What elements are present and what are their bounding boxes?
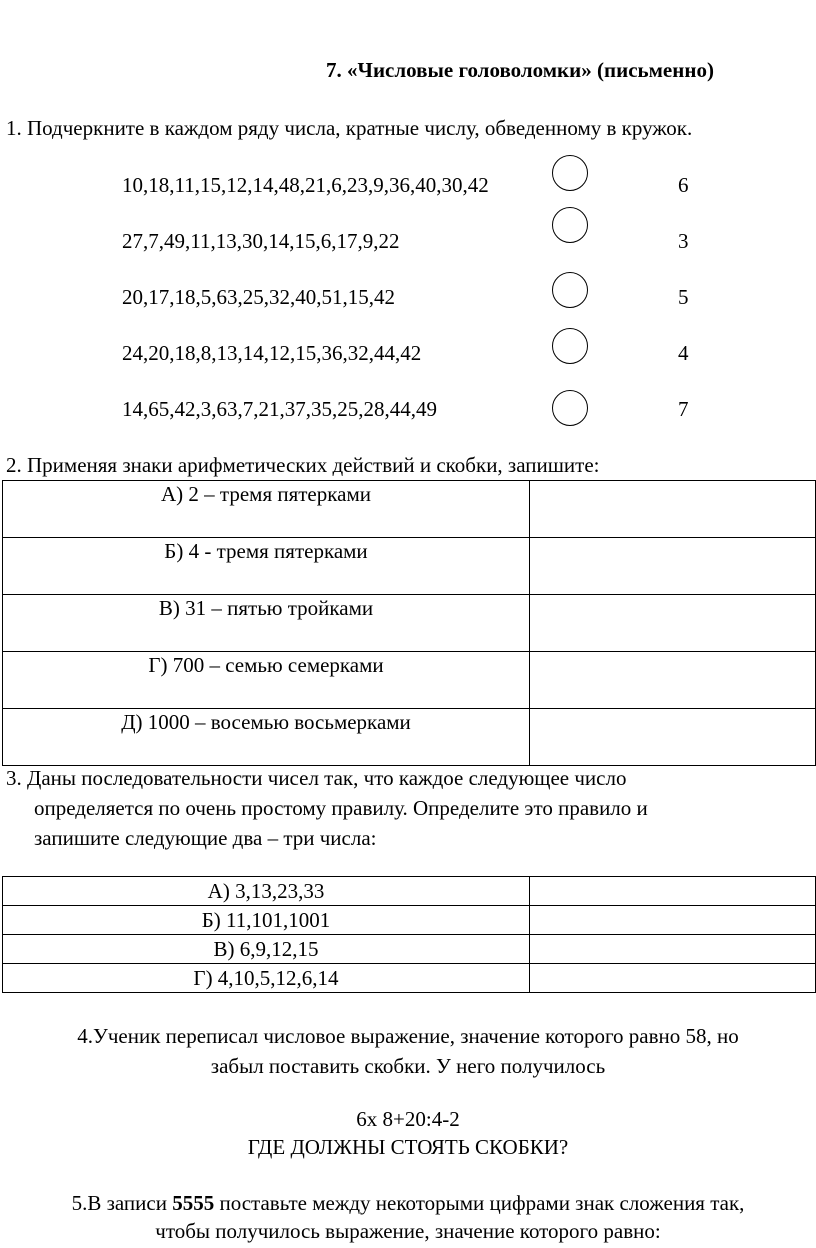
page-title: 7. «Числовые головоломки» (письменно)	[326, 58, 714, 82]
task3-item: Б) 11,101,1001	[3, 906, 530, 935]
sequence-row-4: 24,20,18,8,13,14,12,15,36,32,44,42	[122, 341, 422, 365]
circled-number-3: 5	[678, 285, 689, 309]
task4-expression: 6х 8+20:4-2	[356, 1107, 460, 1131]
circle-icon	[552, 272, 588, 308]
task2-table	[2, 480, 816, 766]
table-row	[3, 877, 816, 906]
task4-line-1: 4.Ученик переписал числовое выражение, значение которого равно 58, но	[77, 1024, 739, 1048]
circle-icon	[552, 390, 588, 426]
task5-line-2: чтобы получилось выражение, значение которого равно:	[155, 1219, 661, 1243]
table-row	[3, 652, 816, 709]
circle-icon	[552, 328, 588, 364]
task2-item: Г) 700 – семью семерками	[148, 653, 384, 677]
sequence-row-5: 14,65,42,3,63,7,21,37,35,25,28,44,49	[122, 397, 437, 421]
table-row	[3, 595, 816, 652]
circled-number-4: 4	[678, 341, 689, 365]
task4-question: ГДЕ ДОЛЖНЫ СТОЯТЬ СКОБКИ?	[247, 1135, 569, 1159]
answer-cell[interactable]	[530, 538, 816, 595]
task5-line-1-pre: 5.В записи	[71, 1191, 173, 1215]
answer-cell[interactable]	[530, 964, 816, 993]
table-row	[3, 481, 816, 538]
answer-cell[interactable]	[530, 709, 816, 766]
table-row	[3, 964, 816, 993]
answer-cell[interactable]	[530, 595, 816, 652]
answer-cell[interactable]	[530, 906, 816, 935]
task3-prompt-line-2: определяется по очень простому правилу. Определите это правило и	[34, 796, 648, 820]
task3-prompt-line-1: 3. Даны последовательности чисел так, что каждое следующее число	[6, 766, 627, 790]
sequence-row-3: 20,17,18,5,63,25,32,40,51,15,42	[122, 285, 395, 309]
task4-line-2: забыл поставить скобки. У него получилось	[210, 1054, 606, 1078]
table-row	[3, 906, 816, 935]
circle-icon	[552, 155, 588, 191]
table-row	[3, 538, 816, 595]
task3-prompt-line-3: запишите следующие два – три числа:	[34, 826, 377, 850]
table-row	[3, 935, 816, 964]
task3-item: В) 6,9,12,15	[3, 935, 530, 964]
sequence-row-2: 27,7,49,11,13,30,14,15,6,17,9,22	[122, 229, 400, 253]
task5-line-1	[0, 1191, 816, 1216]
task2-item: Б) 4 - тремя пятерками	[164, 539, 368, 563]
table-row	[3, 709, 816, 766]
task5-number: 5555	[172, 1191, 215, 1215]
answer-cell[interactable]	[530, 935, 816, 964]
answer-cell[interactable]	[530, 877, 816, 906]
circled-number-1: 6	[678, 173, 689, 197]
task3-item: Г) 4,10,5,12,6,14	[3, 964, 530, 993]
answer-cell[interactable]	[530, 481, 816, 538]
task2-prompt: 2. Применяя знаки арифметических действий и скобки, запишите:	[6, 453, 600, 477]
task2-item: В) 31 – пятью тройками	[158, 596, 374, 620]
task2-item: А) 2 – тремя пятерками	[161, 482, 371, 506]
answer-cell[interactable]	[530, 652, 816, 709]
task2-item: Д) 1000 – восемью восьмерками	[121, 710, 411, 734]
task3-table	[2, 876, 816, 993]
circle-icon	[552, 207, 588, 243]
sequence-row-1: 10,18,11,15,12,14,48,21,6,23,9,36,40,30,42	[122, 173, 489, 197]
task5-line-1-post: поставьте между некоторыми цифрами знак сложения так,	[214, 1191, 745, 1215]
circled-number-2: 3	[678, 229, 689, 253]
circled-number-5: 7	[678, 397, 689, 421]
task1-prompt: 1. Подчеркните в каждом ряду числа, кратные числу, обведенному в кружок.	[6, 116, 693, 140]
task3-item: А) 3,13,23,33	[3, 877, 530, 906]
